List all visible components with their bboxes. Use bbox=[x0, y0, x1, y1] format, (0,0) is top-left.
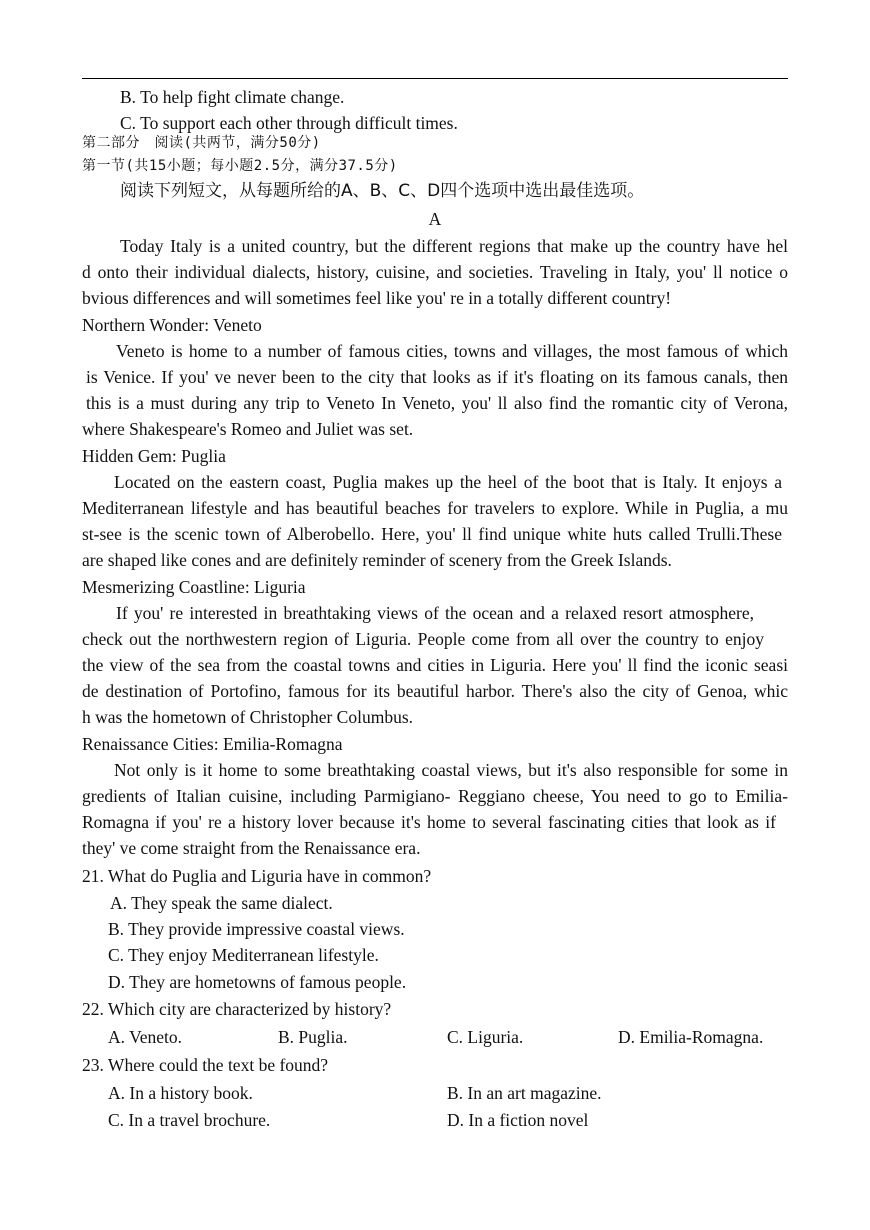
answer-option[interactable]: A. In a history book. bbox=[108, 1083, 253, 1103]
answer-option[interactable]: A. They speak the same dialect. bbox=[110, 893, 333, 913]
answer-option[interactable]: D. Emilia-Romagna. bbox=[618, 1027, 764, 1047]
section-line: the view of the sea from the coastal towns and cities in Liguria. Here you' ll find the iconic seasi bbox=[82, 655, 788, 675]
top-rule bbox=[82, 78, 788, 79]
answer-option[interactable]: D. In a fiction novel bbox=[447, 1110, 589, 1130]
instruction: 阅读下列短文，从每题所给的A、B、C、D四个选项中选出最佳选项。 bbox=[120, 181, 645, 201]
section-line: Not only is it home to some breathtaking coastal views, but it's also responsible for some in bbox=[114, 760, 788, 780]
section-line: this is a must during any trip to Veneto In Veneto, you' ll also find the romantic city of Verona, bbox=[86, 393, 788, 413]
answer-option[interactable]: B. In an art magazine. bbox=[447, 1083, 602, 1103]
answer-option[interactable]: B. They provide impressive coastal views. bbox=[108, 919, 405, 939]
section-line: they' ve come straight from the Renaissance era. bbox=[82, 838, 421, 858]
answer-option[interactable]: C. In a travel brochure. bbox=[108, 1110, 271, 1130]
answer-option[interactable]: B. Puglia. bbox=[278, 1027, 348, 1047]
section-header: 第一节(共15小题；每小题2.5分，满分37.5分) bbox=[82, 158, 398, 174]
section-line: is Venice. If you' ve never been to the city that looks as if it's floating on its famous canals, then bbox=[86, 367, 788, 387]
section-line: If you' re interested in breathtaking views of the ocean and a relaxed resort atmosphere, bbox=[116, 603, 754, 623]
section-line: Romagna if you' re a history lover because it's home to several fascinating cities that look as if bbox=[82, 812, 776, 832]
section-heading: Mesmerizing Coastline: Liguria bbox=[82, 577, 306, 597]
intro-line: d onto their individual dialects, history, cuisine, and societies. Traveling in Italy, you' ll notice o bbox=[82, 262, 788, 282]
question-stem: 23. Where could the text be found? bbox=[82, 1055, 329, 1075]
section-heading: Northern Wonder: Veneto bbox=[82, 315, 262, 335]
passage-label: A bbox=[428, 209, 442, 229]
intro-line: bvious differences and will sometimes feel like you' re in a totally different country! bbox=[82, 288, 672, 308]
answer-option[interactable]: C. Liguria. bbox=[447, 1027, 524, 1047]
section-heading: Hidden Gem: Puglia bbox=[82, 446, 226, 466]
part-header: 第二部分 阅读(共两节，满分50分) bbox=[82, 135, 321, 151]
section-line: Veneto is home to a number of famous cities, towns and villages, the most famous of which bbox=[116, 341, 788, 361]
section-line: check out the northwestern region of Liguria. People come from all over the country to enjoy bbox=[82, 629, 764, 649]
answer-option[interactable]: D. They are hometowns of famous people. bbox=[108, 972, 407, 992]
section-line: Mediterranean lifestyle and has beautiful beaches for travelers to explore. While in Puglia, a mu bbox=[82, 498, 788, 518]
prev-option-c: C. To support each other through difficult times. bbox=[120, 113, 458, 133]
section-line: are shaped like cones and are definitely reminder of scenery from the Greek Islands. bbox=[82, 550, 672, 570]
prev-option-b: B. To help fight climate change. bbox=[120, 87, 345, 107]
answer-option[interactable]: C. They enjoy Mediterranean lifestyle. bbox=[108, 945, 379, 965]
question-stem: 21. What do Puglia and Liguria have in common? bbox=[82, 866, 432, 886]
section-heading: Renaissance Cities: Emilia-Romagna bbox=[82, 734, 343, 754]
section-line: st-see is the scenic town of Alberobello. Here, you' ll find unique white huts called Trulli.These bbox=[82, 524, 782, 544]
section-line: de destination of Portofino, famous for its beautiful harbor. There's also the city of Genoa, whic bbox=[82, 681, 788, 701]
section-line: Located on the eastern coast, Puglia makes up the heel of the boot that is Italy. It enjoys a bbox=[114, 472, 782, 492]
question-stem: 22. Which city are characterized by history? bbox=[82, 999, 392, 1019]
section-line: h was the hometown of Christopher Columbus. bbox=[82, 707, 414, 727]
intro-line: Today Italy is a united country, but the different regions that make up the country have hel bbox=[120, 236, 788, 256]
section-line: where Shakespeare's Romeo and Juliet was set. bbox=[82, 419, 414, 439]
answer-option[interactable]: A. Veneto. bbox=[108, 1027, 183, 1047]
section-line: gredients of Italian cuisine, including Parmigiano- Reggiano cheese, You need to go to Emilia- bbox=[82, 786, 788, 806]
